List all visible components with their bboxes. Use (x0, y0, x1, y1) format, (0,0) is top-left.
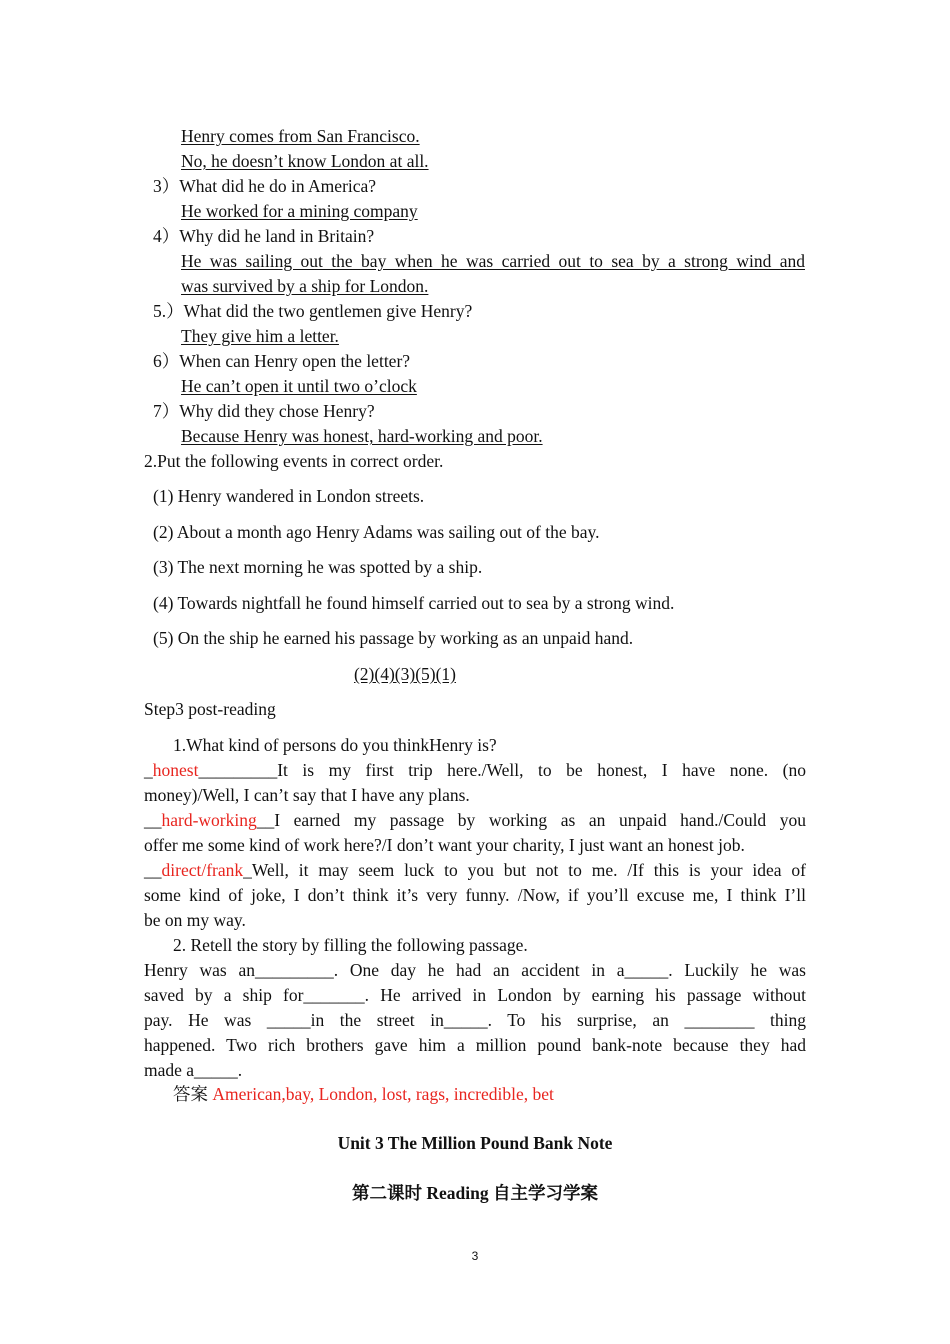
trait-item-line: _honest_________It is my first trip here./Well, to be honest, I have none. (no (144, 760, 806, 780)
trait-answer: direct/frank (161, 860, 244, 880)
question-line: 3）What did he do in America? (153, 176, 377, 196)
answer-line: He worked for a mining company (181, 201, 418, 221)
event-item: (5) On the ship he earned his passage by working as an unpaid hand. (153, 628, 634, 648)
trait-item-line: __direct/frank_Well, it may seem luck to you but not to me. /If this is your idea of (144, 860, 806, 880)
trait-item-line: money)/Well, I can’t say that I have any plans. (144, 785, 470, 805)
trait-item-line: some kind of joke, I don’t think it’s very funny. /Now, if you’ll excuse me, I think I’ll (144, 885, 806, 905)
trait-item-line: __hard-working__I earned my passage by working as an unpaid hand./Could you (144, 810, 806, 830)
trait-answer: honest (152, 760, 199, 780)
passage-line: happened. Two rich brothers gave him a million pound bank-note because they had (144, 1035, 806, 1055)
order-answer: (2)(4)(3)(5)(1) (353, 664, 457, 684)
unit-heading: Unit 3 The Million Pound Bank Note (337, 1133, 613, 1153)
question-line: 5.）What did the two gentlemen give Henry? (153, 301, 473, 321)
answer-key-label: 答案 (173, 1084, 208, 1104)
question-line: 7）Why did they chose Henry? (153, 401, 375, 421)
lesson-heading: 第二课时 Reading 自主学习学案 (352, 1183, 598, 1203)
trait-answer: hard-working (161, 810, 257, 830)
question-line: 6）When can Henry open the letter? (153, 351, 411, 371)
task-title: 2.Put the following events in correct order. (144, 451, 444, 471)
answer-line: was survived by a ship for London. (181, 276, 429, 296)
answer-key-text: American,bay, London, lost, rags, incredible, bet (212, 1084, 554, 1104)
event-item: (3) The next morning he was spotted by a ship. (153, 557, 483, 577)
question-line: 1.What kind of persons do you thinkHenry is? (173, 735, 497, 755)
answer-line: Because Henry was honest, hard-working and poor. (181, 426, 543, 446)
trait-item-line: offer me some kind of work here?/I don’t want your charity, I just want an honest job. (144, 835, 745, 855)
answer-line: He was sailing out the bay when he was carried out to sea by a strong wind and (181, 251, 805, 271)
passage-line: made a_____. (144, 1060, 243, 1080)
page-number: 3 (471, 1249, 479, 1263)
answer-line: They give him a letter. (181, 326, 339, 346)
answer-line: Henry comes from San Francisco. (181, 126, 420, 146)
answer-line: He can’t open it until two o’clock (181, 376, 417, 396)
trait-item-line: be on my way. (144, 910, 246, 930)
passage-line: saved by a ship for_______. He arrived in London by earning his passage without (144, 985, 806, 1005)
event-item: (1) Henry wandered in London streets. (153, 486, 425, 506)
question-line: 4）Why did he land in Britain? (153, 226, 375, 246)
answer-key (173, 1082, 554, 1107)
event-item: (2) About a month ago Henry Adams was sailing out of the bay. (153, 522, 600, 542)
question-line: 2. Retell the story by filling the following passage. (173, 935, 528, 955)
passage-line: Henry was an_________. One day he had an accident in a_____. Luckily he was (144, 960, 806, 980)
event-item: (4) Towards nightfall he found himself carried out to sea by a strong wind. (153, 593, 675, 613)
answer-line: No, he doesn’t know London at all. (181, 151, 429, 171)
step-title: Step3 post-reading (144, 699, 276, 719)
passage-line: pay. He was _____in the street in_____. To his surprise, an ________ thing (144, 1010, 806, 1030)
